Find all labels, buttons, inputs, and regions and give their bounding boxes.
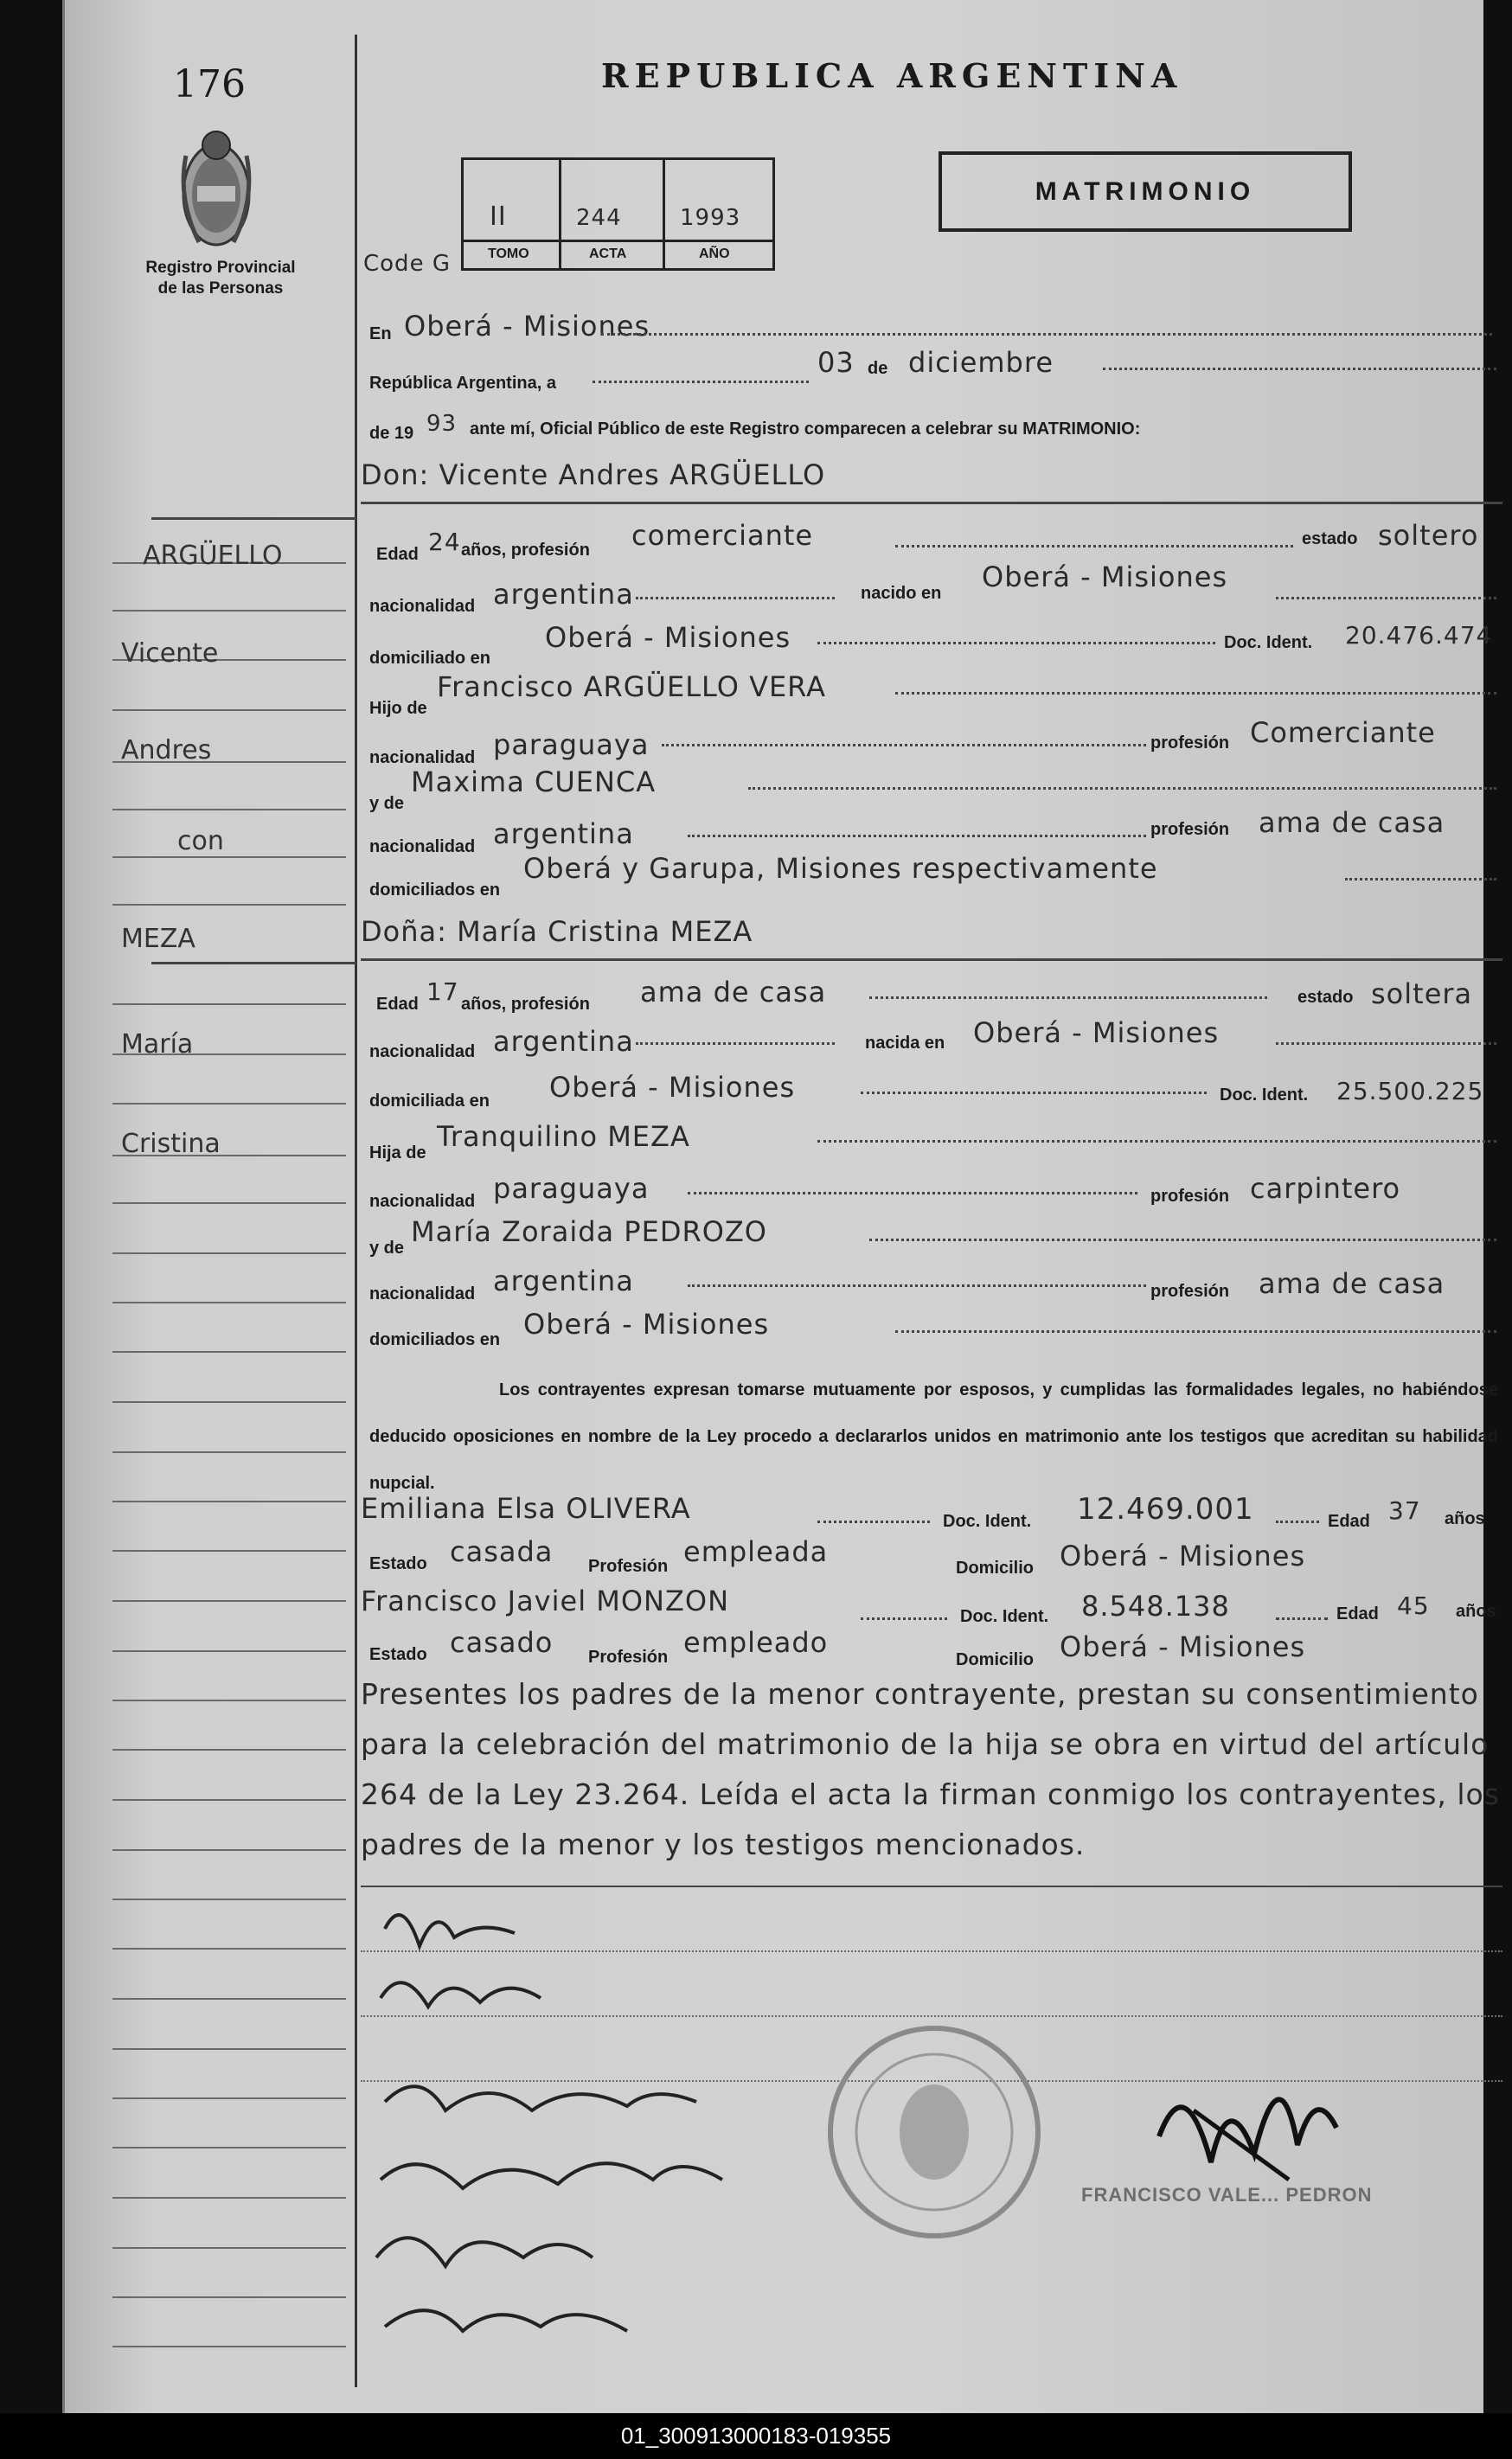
witness2-doc-label: Doc. Ident. xyxy=(960,1607,1049,1626)
bride-domicile-label: domiciliada en xyxy=(369,1092,490,1111)
bride-father-nationality: paraguaya xyxy=(493,1172,650,1205)
witness2-name: Francisco Javiel MONZON xyxy=(361,1585,730,1617)
bride-parents-domicile: Oberá - Misiones xyxy=(523,1308,770,1341)
official-signature xyxy=(1150,2033,1349,2206)
registry-line-2: de las Personas xyxy=(157,279,284,298)
groom-parents-domicile: Oberá y Garupa, Misiones respectivamente xyxy=(523,852,1158,885)
tomo-label: TOMO xyxy=(488,247,529,261)
groom-domicile-label: domiciliado en xyxy=(369,649,491,668)
margin-conjunction: con xyxy=(177,826,224,856)
groom-mother: Maxima CUENCA xyxy=(411,765,657,798)
bride-age-label: Edad xyxy=(376,995,419,1014)
registry-line-1: Registro Provincial xyxy=(145,259,296,277)
margin-name-groom-2: Andres xyxy=(121,735,212,765)
groom-profession: comerciante xyxy=(631,519,814,552)
acta-label: ACTA xyxy=(589,247,627,261)
bride-status-label: estado xyxy=(1297,988,1354,1007)
witness2-status: casado xyxy=(450,1626,554,1659)
witness1-doc-label: Doc. Ident. xyxy=(943,1512,1032,1531)
witness1-age: 37 xyxy=(1388,1496,1421,1525)
bride-birthplace: Oberá - Misiones xyxy=(973,1016,1220,1049)
witness2-dom-label: Domicilio xyxy=(956,1650,1035,1669)
bride-nationality-label: nacionalidad xyxy=(369,1042,476,1061)
margin-surname-bride: MEZA xyxy=(121,924,195,954)
groom-doc-label: Doc. Ident. xyxy=(1224,633,1313,652)
groom-birthplace: Oberá - Misiones xyxy=(982,560,1228,593)
witness1-status-label: Estado xyxy=(369,1554,427,1573)
coat-of-arms-icon xyxy=(173,121,259,255)
signatures-left xyxy=(368,1894,817,2379)
record-number-box xyxy=(461,157,775,271)
bride-mother-label: y de xyxy=(369,1239,405,1258)
witness2-age: 45 xyxy=(1397,1591,1430,1620)
groom-mother-nationality: argentina xyxy=(493,817,634,850)
groom-father-profession: Comerciante xyxy=(1250,716,1436,749)
witness2-status-label: Estado xyxy=(369,1645,427,1664)
place-value: Oberá - Misiones xyxy=(404,310,650,343)
bride-father-profession: carpintero xyxy=(1250,1172,1401,1205)
witness1-prof-label: Profesión xyxy=(588,1557,669,1576)
groom-mother-prof-label: profesión xyxy=(1150,820,1230,839)
registry-name xyxy=(125,258,316,299)
bride-profession: ama de casa xyxy=(640,976,827,1009)
bride-mother-nat-label: nacionalidad xyxy=(369,1284,476,1303)
groom-father-nat-label: nacionalidad xyxy=(369,748,476,767)
groom-status: soltero xyxy=(1378,519,1479,552)
witness1-age-label: Edad xyxy=(1328,1512,1370,1531)
country-label: República Argentina, a xyxy=(369,374,556,393)
page-number: 176 xyxy=(173,62,246,106)
bride-father-nat-label: nacionalidad xyxy=(369,1192,476,1211)
bride-domicile: Oberá - Misiones xyxy=(549,1071,796,1104)
bride-father-label: Hija de xyxy=(369,1143,426,1162)
groom-mother-nat-label: nacionalidad xyxy=(369,837,476,856)
bride-mother-prof-label: profesión xyxy=(1150,1282,1230,1301)
tomo-value: II xyxy=(490,202,507,232)
bride-mother-nationality: argentina xyxy=(493,1265,634,1297)
month-value: diciembre xyxy=(908,346,1054,379)
witness1-name: Emiliana Elsa OLIVERA xyxy=(361,1492,691,1525)
code-value: Code G xyxy=(363,251,451,277)
witness1-dom-label: Domicilio xyxy=(956,1559,1035,1578)
notes-text: Presentes los padres de la menor contrayente, prestan su consentimiento para la celebración del matrimonio de la hija se obra en virtud del artículo 264 de la Ley 23.264. Leída el acta la firman conmigo los contrayentes, los padres de la menor y los testigos mencionados. xyxy=(361,1677,1500,1861)
official-stamp-text: FRANCISCO VALE... PEDRON xyxy=(1081,2184,1373,2206)
bride-parents-dom-label: domiciliados en xyxy=(369,1330,501,1349)
bride-status: soltera xyxy=(1371,977,1473,1010)
groom-age-label: Edad xyxy=(376,545,419,564)
groom-doc: 20.476.474 xyxy=(1345,621,1493,650)
bride-father: Tranquilino MEZA xyxy=(437,1120,690,1153)
groom-father: Francisco ARGÜELLO VERA xyxy=(437,670,826,703)
year-suffix-value: 93 xyxy=(426,411,458,437)
register-sheet xyxy=(62,0,1500,2413)
margin-line xyxy=(355,35,357,2387)
groom-mother-profession: ama de casa xyxy=(1259,806,1445,839)
document-title: REPUBLICA ARGENTINA xyxy=(601,56,1183,95)
groom-nationality: argentina xyxy=(493,578,634,611)
bride-doc: 25.500.225 xyxy=(1336,1077,1484,1105)
groom-age: 24 xyxy=(428,528,461,556)
bride-father-prof-label: profesión xyxy=(1150,1187,1230,1206)
bride-nationality: argentina xyxy=(493,1025,634,1058)
witness1-profession: empleada xyxy=(683,1535,829,1568)
place-label: En xyxy=(369,324,392,343)
groom-profession-label: años, profesión xyxy=(461,541,590,560)
ano-label: AÑO xyxy=(699,247,730,261)
witness2-prof-label: Profesión xyxy=(588,1648,669,1667)
witness2-doc: 8.548.138 xyxy=(1081,1590,1230,1623)
bride-full-name: Doña: María Cristina MEZA xyxy=(361,915,753,948)
witness1-doc: 12.469.001 xyxy=(1077,1492,1254,1527)
year-prefix-label: de 19 xyxy=(369,424,414,443)
certificate-type: MATRIMONIO xyxy=(1035,177,1256,206)
image-footer-label: 01_300913000183-019355 xyxy=(0,2413,1512,2459)
intro-text: ante mí, Oficial Público de este Registro comparecen a celebrar su MATRIMONIO: xyxy=(470,419,1141,439)
bride-mother: María Zoraida PEDROZO xyxy=(411,1215,767,1248)
witness2-years-label: años xyxy=(1456,1602,1496,1621)
day-value: 03 xyxy=(817,346,855,379)
bride-age: 17 xyxy=(426,977,459,1006)
official-seal-icon xyxy=(817,2015,1051,2249)
margin-name-bride-1: María xyxy=(121,1029,194,1060)
bride-mother-profession: ama de casa xyxy=(1259,1267,1445,1300)
margin-name-bride-2: Cristina xyxy=(121,1129,221,1159)
groom-nationality-label: nacionalidad xyxy=(369,597,476,616)
groom-status-label: estado xyxy=(1302,529,1358,548)
bride-doc-label: Doc. Ident. xyxy=(1220,1085,1309,1105)
groom-parents-dom-label: domiciliados en xyxy=(369,881,501,900)
groom-father-nationality: paraguaya xyxy=(493,728,650,761)
witness1-domicile: Oberá - Misiones xyxy=(1060,1540,1306,1572)
bride-profession-label: años, profesión xyxy=(461,995,590,1014)
witness1-years-label: años xyxy=(1445,1509,1485,1528)
witness2-age-label: Edad xyxy=(1336,1604,1379,1623)
margin-name-groom-1: Vicente xyxy=(121,638,219,669)
groom-born-label: nacido en xyxy=(861,584,942,603)
groom-father-label: Hijo de xyxy=(369,699,427,718)
de-label: de xyxy=(868,359,888,378)
margin-surname-groom: ARGÜELLO xyxy=(143,541,283,571)
groom-father-prof-label: profesión xyxy=(1150,733,1230,752)
groom-mother-label: y de xyxy=(369,794,405,813)
declaration-text: Los contrayentes expresan tomarse mutuamente por esposos, y cumplidas las formalidades legales, no habiéndose deducido oposiciones en nombre de la Ley procedo a declararlos unidos en matrimonio ante los testigos que acreditan su habilidad nupcial. xyxy=(369,1380,1498,1493)
witness2-profession: empleado xyxy=(683,1626,829,1659)
ano-value: 1993 xyxy=(680,205,741,231)
witness2-domicile: Oberá - Misiones xyxy=(1060,1630,1306,1663)
groom-domicile: Oberá - Misiones xyxy=(545,621,791,654)
certificate-type-box xyxy=(939,151,1352,232)
bride-born-label: nacida en xyxy=(865,1034,945,1053)
acta-value: 244 xyxy=(576,205,622,231)
witness1-status: casada xyxy=(450,1535,554,1568)
groom-full-name: Don: Vicente Andres ARGÜELLO xyxy=(361,458,826,491)
